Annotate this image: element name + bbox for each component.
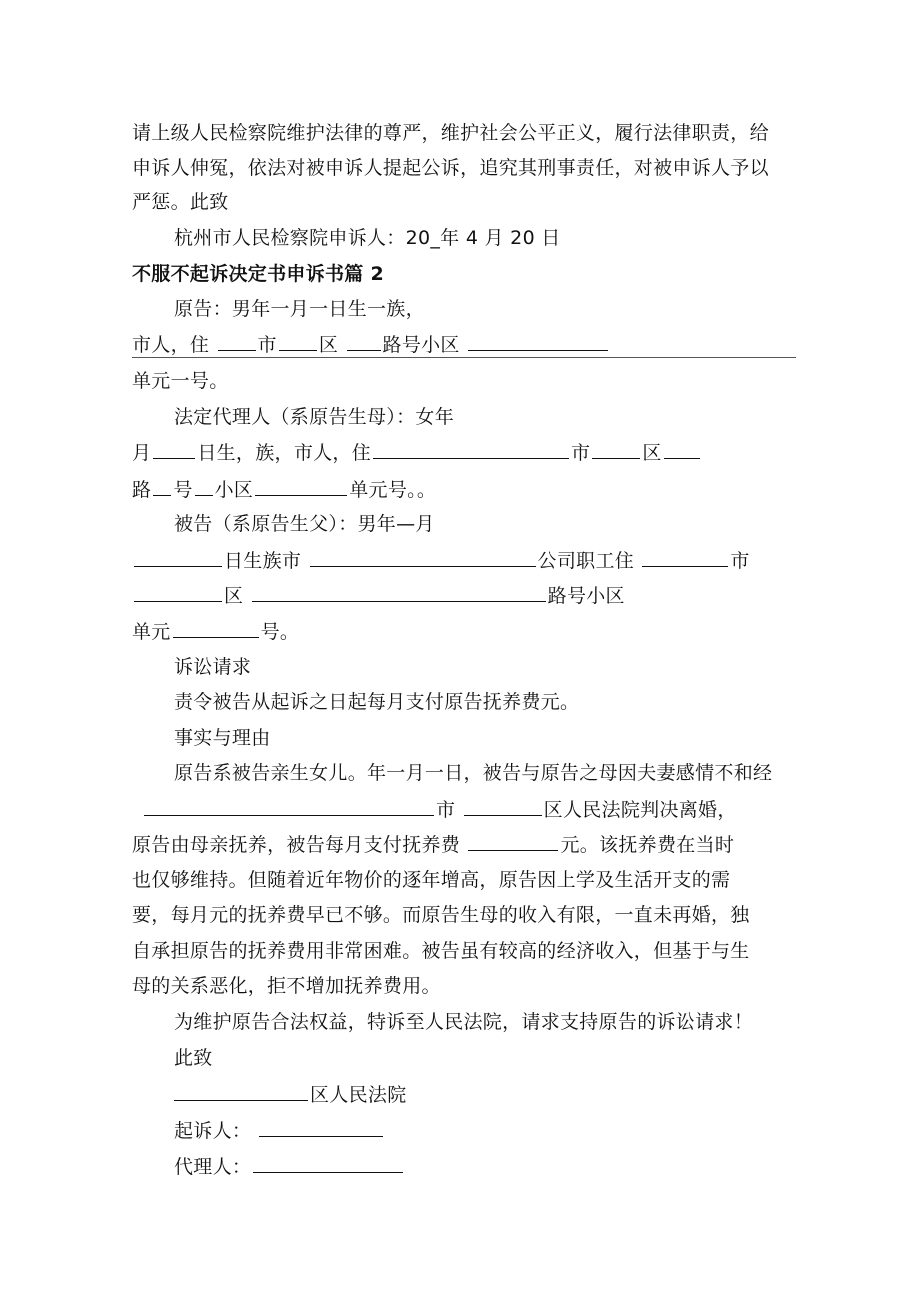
claims-text: 责令被告从起诉之日起每月支付原告抚养费元。	[174, 691, 580, 713]
facts-line-4: 也仅够维持。但随着近年物价的逐年增高，原告因上学及生活开支的需	[132, 869, 731, 891]
petition-closing: 杭州市人民检察院申诉人：20_年 4 月 20 日	[174, 227, 561, 249]
text-segment: 市	[436, 799, 456, 821]
text-segment: 区	[224, 585, 244, 607]
text-segment: 月	[132, 442, 152, 464]
blank-line	[373, 439, 569, 459]
blank-line	[592, 439, 640, 459]
text-segment: 路号小区	[547, 585, 625, 607]
defendant-line-3	[132, 582, 625, 609]
text-segment: 公司职工住	[537, 550, 635, 572]
guardian-line-1: 法定代理人（系原告生母）：女年	[174, 406, 455, 428]
facts-line-5: 要，每月元的抚养费早已不够。而原告生母的收入有限，一直未再婚，独	[132, 904, 750, 926]
facts-line-6: 自承担原告的抚养费用非常困难。被告虽有较高的经济收入，但基于与生	[132, 940, 750, 962]
blank-line	[255, 476, 347, 496]
blank-line	[174, 1081, 308, 1101]
blank-line	[252, 582, 546, 602]
defendant-line-2	[132, 547, 750, 574]
text-segment: 日生，族，市人，住	[197, 442, 372, 464]
blank-line	[347, 331, 381, 351]
text-segment: 日生族市	[224, 550, 302, 572]
text-segment: 区	[642, 442, 662, 464]
closing-plaintiff	[174, 1117, 385, 1144]
facts-line-3	[132, 831, 734, 858]
text-segment: 号	[173, 479, 193, 501]
closing-regards: 此致	[174, 1047, 213, 1069]
divider-line	[132, 357, 796, 358]
blank-line	[144, 796, 434, 816]
blank-line	[310, 547, 536, 567]
closing-court	[174, 1081, 407, 1108]
blank-line	[153, 476, 171, 496]
petition-line-3: 严惩。此致	[132, 191, 229, 213]
text-segment: 市人，住	[132, 334, 210, 356]
text-segment: 起诉人：	[174, 1120, 252, 1142]
text-segment: 元。该抚养费在当时	[560, 834, 735, 856]
closing-agent	[174, 1153, 405, 1180]
blank-line	[195, 476, 213, 496]
plaintiff-line-3: 单元一号。	[132, 370, 229, 392]
defendant-line-4	[132, 618, 299, 645]
blank-line	[464, 796, 542, 816]
claims-heading: 诉讼请求	[174, 656, 252, 678]
guardian-line-3	[132, 476, 436, 503]
plaintiff-line-2	[132, 331, 610, 358]
defendant-line-1: 被告（系原告生父）：男年—月	[174, 513, 435, 535]
petition-line-2: 申诉人伸冤，依法对被申诉人提起公诉，追究其刑事责任，对被申诉人予以	[132, 157, 769, 179]
text-segment: 市	[257, 334, 277, 356]
blank-line	[664, 439, 700, 459]
text-segment: 路号小区	[382, 334, 460, 356]
text-segment: 代理人：	[174, 1156, 252, 1178]
facts-line-7: 母的关系恶化，拒不增加抚养费用。	[132, 975, 441, 997]
plaintiff-line-1: 原告：男年一月一日生一族，	[174, 298, 425, 320]
facts-line-2	[132, 796, 737, 823]
text-segment: 小区	[214, 479, 254, 501]
blank-line	[153, 439, 195, 459]
blank-line	[253, 1153, 403, 1173]
facts-heading: 事实与理由	[174, 727, 271, 749]
blank-line	[259, 1117, 383, 1137]
blank-line	[642, 547, 728, 567]
text-segment: 原告由母亲抚养，被告每月支付抚养费	[132, 834, 461, 856]
facts-line-1: 原告系被告亲生女儿。年一月一日，被告与原告之母因夫妻感情不和经	[174, 762, 773, 784]
blank-line	[134, 547, 222, 567]
guardian-line-2	[132, 439, 702, 466]
blank-line	[279, 331, 317, 351]
text-segment: 号。	[260, 621, 300, 643]
text-segment: 市	[571, 442, 591, 464]
petition-line-1: 请上级人民检察院维护法律的尊严，维护社会公平正义，履行法律职责，给	[132, 122, 769, 144]
blank-line	[218, 331, 256, 351]
blank-line	[134, 582, 222, 602]
blank-line	[173, 618, 259, 638]
text-segment: 市	[730, 550, 750, 572]
text-segment: 单元	[132, 621, 171, 643]
text-segment: 路	[132, 479, 152, 501]
blank-line	[468, 331, 608, 351]
facts-line-8: 为维护原告合法权益，特诉至人民法院，请求支持原告的诉讼请求！	[174, 1011, 754, 1033]
blank-line	[468, 831, 558, 851]
section-title: 不服不起诉决定书申诉书篇 2	[132, 263, 385, 285]
text-segment: 区人民法院	[310, 1084, 407, 1106]
text-segment: 区	[318, 334, 339, 356]
text-segment: 单元号。。	[349, 479, 437, 501]
text-segment: 区人民法院判决离婚，	[543, 799, 737, 821]
